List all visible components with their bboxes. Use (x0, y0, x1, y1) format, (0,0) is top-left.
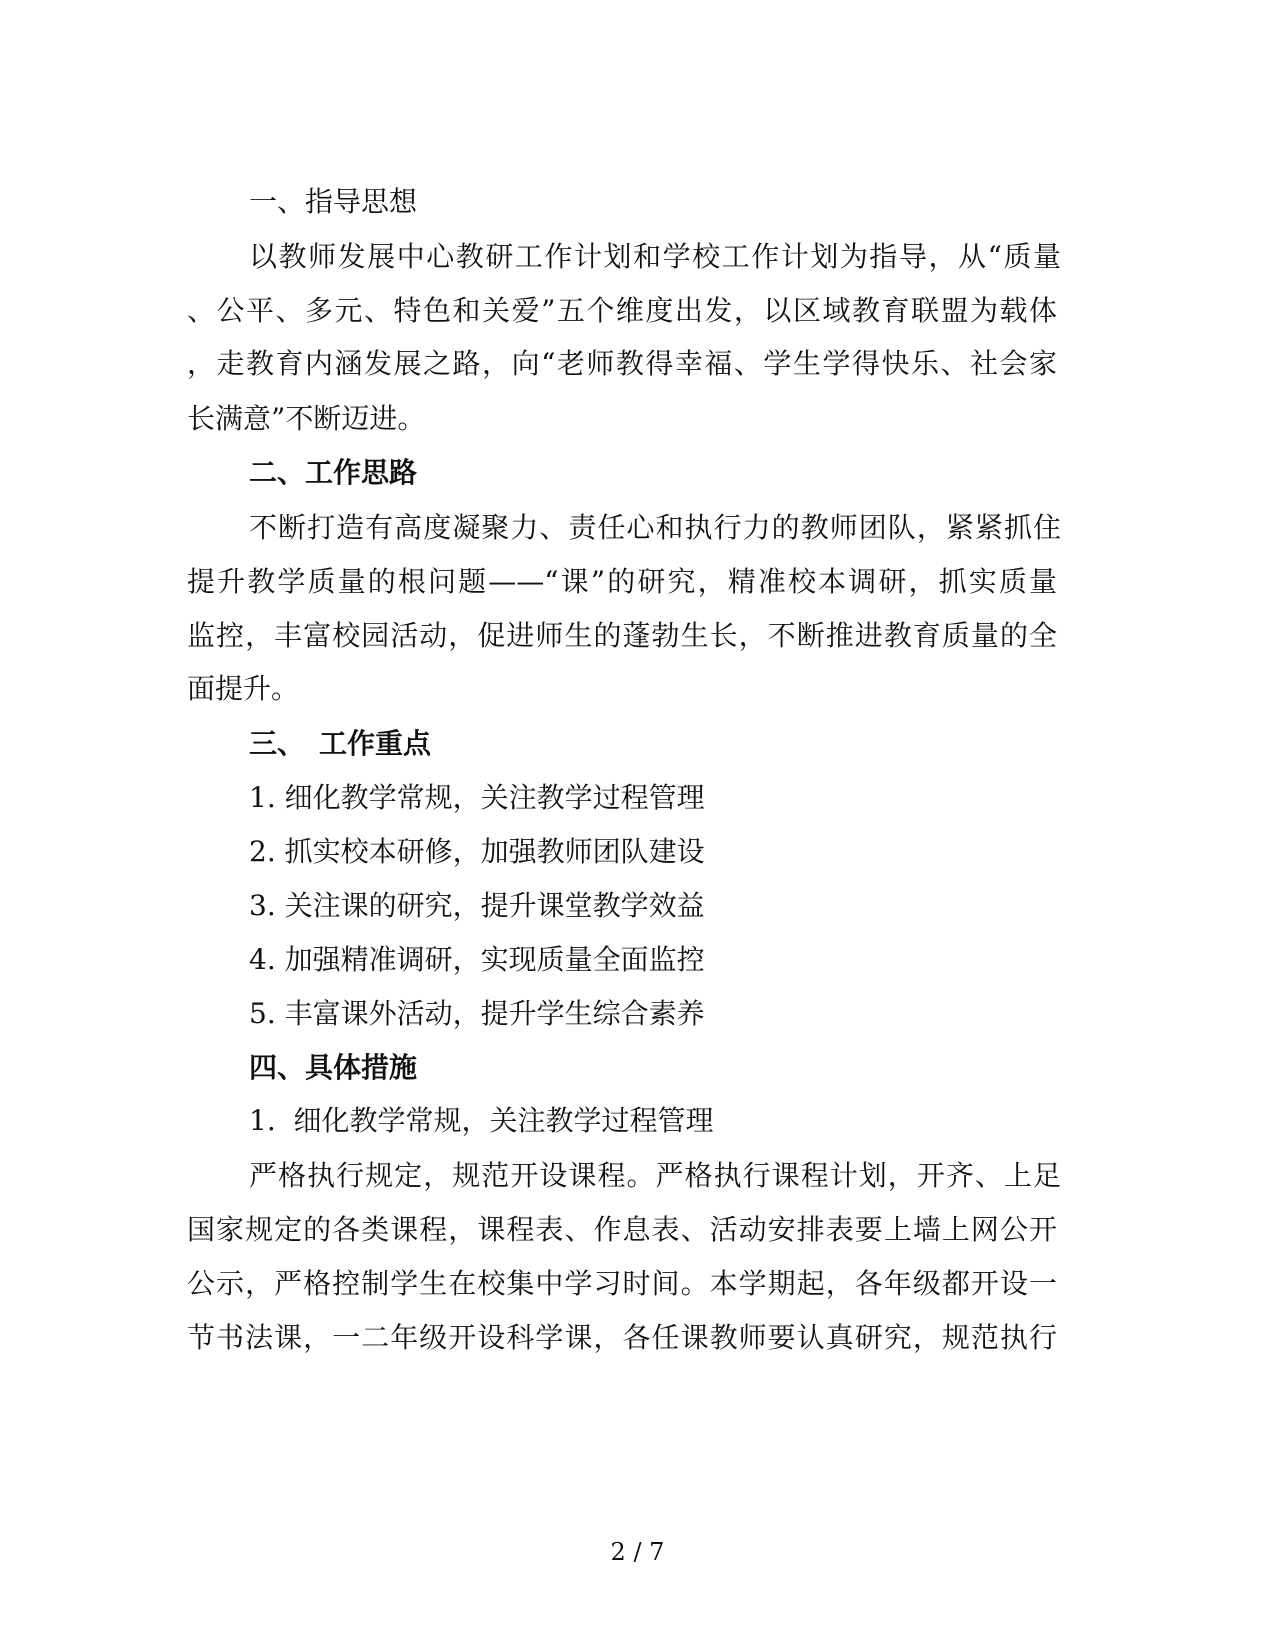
section-4-heading: 四、具体措施 (249, 1051, 418, 1084)
section-1-paragraph-line: ，走教育内涵发展之路，向“老师教得幸福、学生学得快乐、社会家 (187, 347, 1057, 380)
section-4-paragraph-line: 严格执行规定，规范开设课程。严格执行课程计划，开齐、上足 (249, 1159, 1061, 1192)
section-2-heading: 二、工作思路 (249, 456, 418, 489)
section-2-paragraph-line: 监控，丰富校园活动，促进师生的蓬勃生长，不断推进教育质量的全 (187, 619, 1057, 652)
section-3-list-item: 3. 关注课的研究，提升课堂教学效益 (249, 889, 705, 922)
section-1-heading: 一、指导思想 (249, 185, 418, 218)
section-3-list-item: 4. 加强精准调研，实现质量全面监控 (249, 943, 705, 976)
page-number: 2 / 7 (610, 1538, 665, 1566)
section-1-paragraph-line: 、公平、多元、特色和关爱”五个维度出发，以区域教育联盟为载体 (187, 294, 1057, 327)
section-3-heading: 三、 工作重点 (249, 727, 432, 760)
section-3-list-item: 5. 丰富课外活动，提升学生综合素养 (249, 997, 705, 1030)
section-2-paragraph-line: 不断打造有高度凝聚力、责任心和执行力的教师团队，紧紧抓住 (249, 511, 1061, 544)
section-4-subheading: 1. 细化教学常规，关注教学过程管理 (249, 1104, 714, 1137)
section-3-list-item: 1. 细化教学常规，关注教学过程管理 (249, 781, 705, 814)
section-2-paragraph-line: 面提升。 (187, 672, 300, 705)
section-1-paragraph-line: 长满意”不断迈进。 (187, 402, 426, 435)
section-2-paragraph-line: 提升教学质量的根问题——“课”的研究，精准校本调研，抓实质量 (187, 565, 1057, 598)
section-3-list-item: 2. 抓实校本研修，加强教师团队建设 (249, 835, 705, 868)
section-4-paragraph-line: 公示，严格控制学生在校集中学习时间。本学期起，各年级都开设一 (187, 1267, 1057, 1300)
section-4-paragraph-line: 节书法课，一二年级开设科学课，各任课教师要认真研究，规范执行 (187, 1321, 1057, 1354)
section-4-paragraph-line: 国家规定的各类课程，课程表、作息表、活动安排表要上墙上网公开 (187, 1213, 1057, 1246)
section-1-paragraph-line: 以教师发展中心教研工作计划和学校工作计划为指导，从“质量 (249, 240, 1061, 273)
